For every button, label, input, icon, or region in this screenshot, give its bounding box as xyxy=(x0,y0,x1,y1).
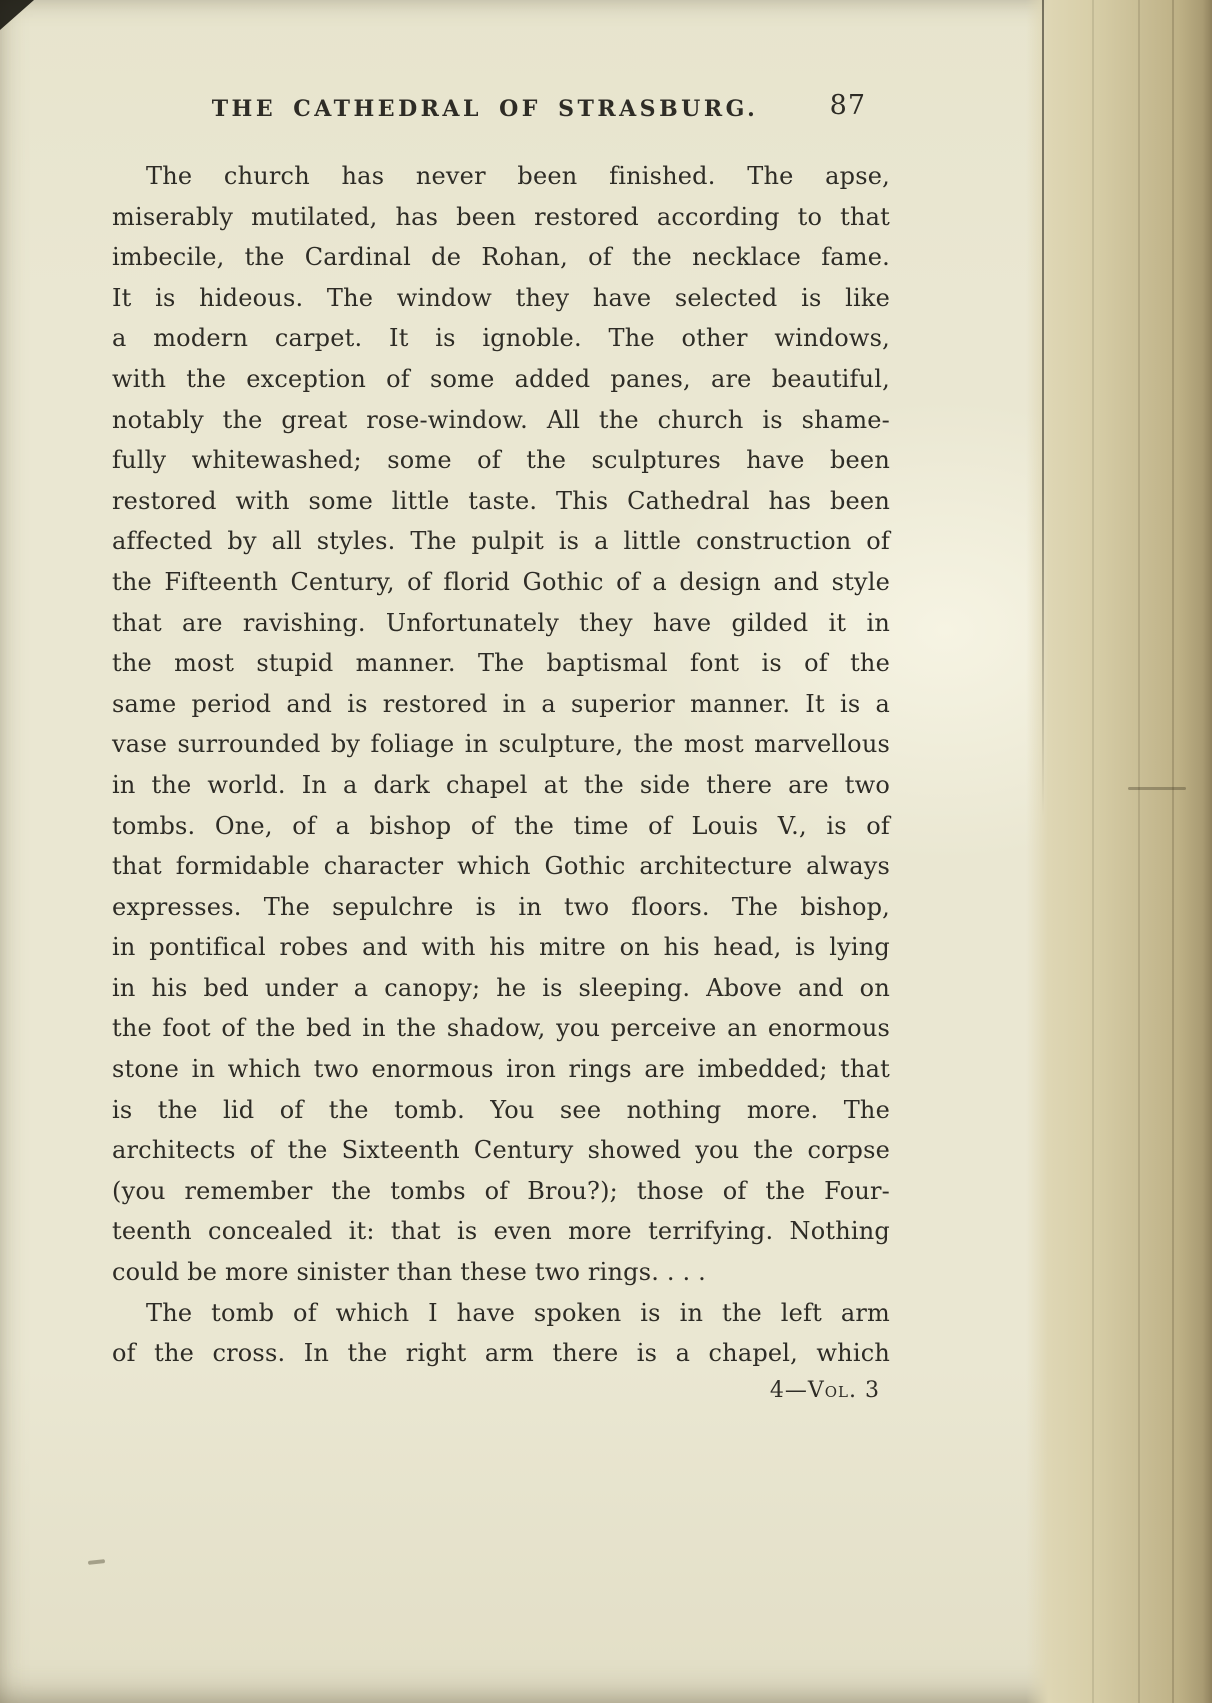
text-line: the Fifteenth Century, of florid Gothic of a design and style xyxy=(112,567,890,596)
text-line: It is hideous. The window they have selected is like xyxy=(112,283,890,312)
text-line: The church has never been finished. The apse, xyxy=(146,162,890,190)
smudge-mark xyxy=(88,1559,105,1565)
text-line: the most stupid manner. The baptismal font is of the xyxy=(112,649,890,678)
text-line: could be more sinister than these two rings. . . . xyxy=(112,1258,707,1287)
text-line: vase surrounded by foliage in sculpture, the most marvellous xyxy=(112,730,890,759)
text-line: (you remember the tombs of Brou?); those of the Four- xyxy=(112,1176,890,1205)
text-line: affected by all styles. The pulpit is a little construction of xyxy=(112,527,890,556)
text-line: restored with some little taste. This Cathedral has been xyxy=(112,486,890,515)
text-line: notably the great rose-window. All the church is shame- xyxy=(112,405,890,434)
text-line: with the exception of some added panes, are beautiful, xyxy=(112,364,890,393)
text-line: that formidable character which Gothic architecture always xyxy=(112,852,890,881)
text-line: in his bed under a canopy; he is sleeping. Above and on xyxy=(112,973,890,1002)
corner-mark-top-left xyxy=(0,0,34,30)
text-line: a modern carpet. It is ignoble. The other windows, xyxy=(112,324,890,353)
page-number: 87 xyxy=(829,90,866,121)
page-header xyxy=(112,90,890,142)
text-line: is the lid of the tomb. You see nothing more. The xyxy=(112,1095,890,1124)
text-line: same period and is restored in a superior manner. It is a xyxy=(112,689,890,718)
text-line: architects of the Sixteenth Century showed you the corpse xyxy=(112,1136,890,1165)
text-line: of the cross. In the right arm there is a chapel, which xyxy=(112,1339,890,1368)
page-edge-crease xyxy=(1138,0,1140,1703)
book-page-edge xyxy=(1026,0,1212,1703)
text-line: in pontifical robes and with his mitre on his head, is lying xyxy=(112,933,890,962)
text-line: fully whitewashed; some of the sculptures have been xyxy=(112,446,890,475)
text-line: in the world. In a dark chapel at the side there are two xyxy=(112,770,890,799)
page-edge-crease xyxy=(1172,0,1174,1703)
text-line: expresses. The sepulchre is in two floors. The bishop, xyxy=(112,892,890,921)
text-line: tombs. One, of a bishop of the time of Louis V., is of xyxy=(112,811,890,840)
volume-signature: 4—Vol. 3 xyxy=(769,1378,880,1403)
text-line: that are ravishing. Unfortunately they have gilded it in xyxy=(112,608,890,637)
text-lines xyxy=(112,156,890,1374)
text-line: the foot of the bed in the shadow, you perceive an enormous xyxy=(112,1014,890,1043)
page-edge-inner-line xyxy=(1042,0,1044,817)
text-line: stone in which two enormous iron rings are imbedded; that xyxy=(112,1055,890,1084)
page-edge-crease xyxy=(1092,0,1094,1703)
running-head-title: THE CATHEDRAL OF STRASBURG. xyxy=(211,96,759,122)
text-line: imbecile, the Cardinal de Rohan, of the necklace fame. xyxy=(112,243,890,272)
text-line: miserably mutilated, has been restored according to that xyxy=(112,202,890,231)
page-edge-mark xyxy=(1128,787,1186,790)
text-line: The tomb of which I have spoken is in the left arm xyxy=(146,1298,890,1327)
text-line: teenth concealed it: that is even more terrifying. Nothing xyxy=(112,1217,890,1246)
